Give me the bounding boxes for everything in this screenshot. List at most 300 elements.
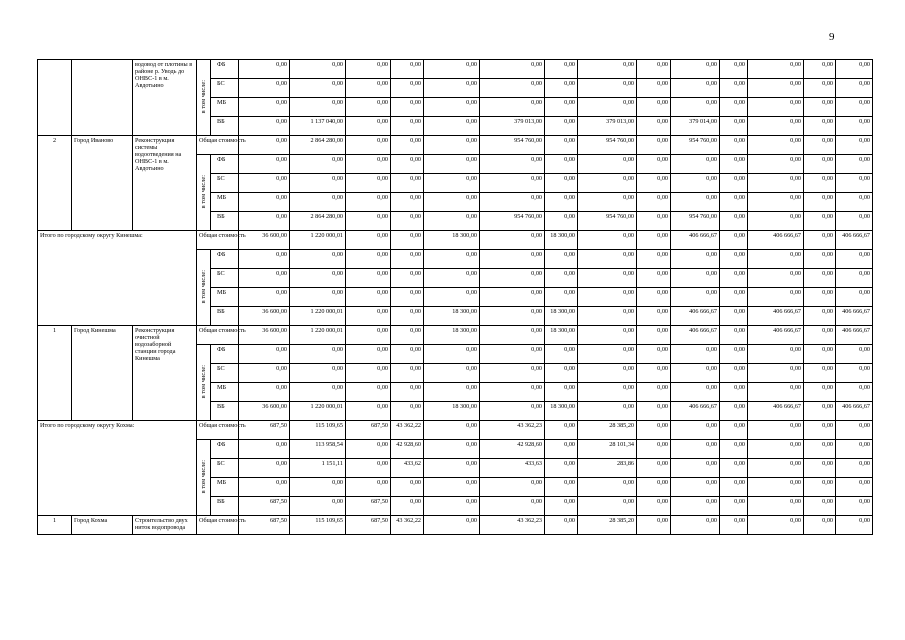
value-cell: 0,00: [578, 402, 637, 421]
value-cell: 0,00: [346, 117, 391, 136]
funding-source: БС: [211, 174, 239, 193]
value-cell: 18 300,00: [424, 231, 480, 250]
funding-source: БС: [211, 79, 239, 98]
value-cell: 0,00: [346, 288, 391, 307]
total-row: [38, 136, 873, 155]
value-cell: 0,00: [578, 155, 637, 174]
value-cell: 1 151,11: [290, 459, 346, 478]
value-cell: 0,00: [578, 250, 637, 269]
value-cell: 0,00: [671, 478, 720, 497]
value-cell: 0,00: [720, 364, 748, 383]
value-cell: 0,00: [424, 364, 480, 383]
value-cell: 0,00: [239, 117, 290, 136]
value-cell: 0,00: [578, 478, 637, 497]
value-cell: 0,00: [545, 497, 578, 516]
value-cell: 0,00: [239, 364, 290, 383]
value-cell: 0,00: [637, 478, 671, 497]
value-cell: 0,00: [748, 497, 804, 516]
value-cell: 18 300,00: [545, 307, 578, 326]
value-cell: 0,00: [836, 440, 873, 459]
value-cell: 0,00: [671, 421, 720, 440]
funding-source: МБ: [211, 383, 239, 402]
value-cell: 0,00: [804, 155, 836, 174]
including-label-cell: [197, 155, 211, 231]
budget-table: [37, 59, 873, 535]
locality-cell: [72, 60, 133, 136]
value-cell: 0,00: [391, 497, 424, 516]
value-cell: 0,00: [346, 402, 391, 421]
including-label: в том числе:: [200, 174, 207, 209]
value-cell: 0,00: [637, 174, 671, 193]
value-cell: 36 600,00: [239, 231, 290, 250]
value-cell: 0,00: [720, 136, 748, 155]
funding-source: ФБ: [211, 60, 239, 79]
value-cell: 0,00: [545, 516, 578, 535]
value-cell: 0,00: [720, 117, 748, 136]
value-cell: 0,00: [578, 98, 637, 117]
funding-source: ВБ: [211, 497, 239, 516]
value-cell: 0,00: [480, 307, 545, 326]
value-cell: 0,00: [836, 60, 873, 79]
value-cell: 0,00: [545, 79, 578, 98]
value-cell: 0,00: [391, 307, 424, 326]
value-cell: 0,00: [424, 288, 480, 307]
value-cell: 28 101,34: [578, 440, 637, 459]
value-cell: 433,62: [391, 459, 424, 478]
value-cell: 0,00: [637, 345, 671, 364]
value-cell: 0,00: [720, 383, 748, 402]
value-cell: 0,00: [720, 478, 748, 497]
value-cell: 0,00: [637, 288, 671, 307]
value-cell: 0,00: [748, 459, 804, 478]
value-cell: 0,00: [424, 193, 480, 212]
value-cell: 0,00: [545, 60, 578, 79]
value-cell: 0,00: [748, 345, 804, 364]
value-cell: 406 666,67: [748, 231, 804, 250]
value-cell: 0,00: [290, 98, 346, 117]
value-cell: 406 666,67: [836, 402, 873, 421]
value-cell: 0,00: [637, 212, 671, 231]
value-cell: 0,00: [391, 60, 424, 79]
value-cell: 687,50: [346, 421, 391, 440]
value-cell: 0,00: [637, 440, 671, 459]
value-cell: 0,00: [239, 345, 290, 364]
value-cell: 115 109,65: [290, 421, 346, 440]
value-cell: 0,00: [545, 193, 578, 212]
value-cell: 0,00: [578, 193, 637, 212]
value-cell: 0,00: [545, 345, 578, 364]
value-cell: 0,00: [391, 174, 424, 193]
value-cell: 0,00: [637, 136, 671, 155]
value-cell: 0,00: [804, 440, 836, 459]
value-cell: 687,50: [346, 497, 391, 516]
value-cell: 113 958,54: [290, 440, 346, 459]
value-cell: 0,00: [748, 98, 804, 117]
value-cell: 0,00: [720, 459, 748, 478]
value-cell: 0,00: [346, 326, 391, 345]
value-cell: 0,00: [290, 383, 346, 402]
source-row: [38, 60, 873, 79]
value-cell: 36 600,00: [239, 326, 290, 345]
value-cell: 115 109,65: [290, 516, 346, 535]
value-cell: 0,00: [671, 60, 720, 79]
value-cell: 0,00: [836, 136, 873, 155]
value-cell: 0,00: [836, 383, 873, 402]
value-cell: 0,00: [290, 250, 346, 269]
funding-source: ФБ: [211, 345, 239, 364]
value-cell: 0,00: [545, 250, 578, 269]
value-cell: 0,00: [748, 79, 804, 98]
funding-source: ВБ: [211, 212, 239, 231]
value-cell: 0,00: [480, 250, 545, 269]
value-cell: 0,00: [720, 269, 748, 288]
value-cell: 406 666,67: [836, 307, 873, 326]
value-cell: 0,00: [637, 364, 671, 383]
value-cell: 0,00: [637, 79, 671, 98]
value-cell: 0,00: [836, 497, 873, 516]
item-number: [38, 60, 72, 136]
value-cell: 0,00: [391, 250, 424, 269]
value-cell: 18 300,00: [424, 307, 480, 326]
value-cell: 0,00: [239, 212, 290, 231]
value-cell: 18 300,00: [424, 326, 480, 345]
value-cell: 0,00: [391, 364, 424, 383]
value-cell: 0,00: [239, 459, 290, 478]
value-cell: 0,00: [836, 212, 873, 231]
including-label-cell: [197, 440, 211, 516]
value-cell: 406 666,67: [748, 326, 804, 345]
value-cell: 687,50: [239, 516, 290, 535]
value-cell: 0,00: [578, 307, 637, 326]
value-cell: 0,00: [804, 288, 836, 307]
value-cell: 0,00: [637, 307, 671, 326]
including-label: в том числе:: [200, 269, 207, 304]
value-cell: 0,00: [424, 136, 480, 155]
total-label: Общая стоимость: [197, 516, 239, 535]
value-cell: 0,00: [720, 79, 748, 98]
value-cell: 0,00: [239, 478, 290, 497]
value-cell: 0,00: [346, 345, 391, 364]
value-cell: 0,00: [748, 516, 804, 535]
value-cell: 0,00: [804, 383, 836, 402]
value-cell: 0,00: [545, 117, 578, 136]
value-cell: 0,00: [391, 383, 424, 402]
value-cell: 0,00: [346, 79, 391, 98]
value-cell: 1 220 000,01: [290, 307, 346, 326]
value-cell: 0,00: [637, 459, 671, 478]
funding-source: МБ: [211, 193, 239, 212]
value-cell: 0,00: [804, 250, 836, 269]
value-cell: 0,00: [346, 231, 391, 250]
value-cell: 0,00: [637, 269, 671, 288]
value-cell: 0,00: [480, 402, 545, 421]
value-cell: 0,00: [748, 364, 804, 383]
value-cell: 0,00: [424, 60, 480, 79]
value-cell: 406 666,67: [671, 326, 720, 345]
value-cell: 0,00: [804, 307, 836, 326]
value-cell: 0,00: [480, 174, 545, 193]
value-cell: 0,00: [424, 383, 480, 402]
value-cell: 0,00: [290, 193, 346, 212]
value-cell: 0,00: [637, 421, 671, 440]
value-cell: 0,00: [836, 193, 873, 212]
value-cell: 0,00: [637, 497, 671, 516]
value-cell: 0,00: [804, 136, 836, 155]
value-cell: 0,00: [545, 136, 578, 155]
value-cell: 0,00: [545, 459, 578, 478]
value-cell: 43 362,22: [391, 421, 424, 440]
value-cell: 0,00: [290, 155, 346, 174]
value-cell: 0,00: [239, 79, 290, 98]
value-cell: 954 760,00: [671, 212, 720, 231]
value-cell: 0,00: [671, 383, 720, 402]
value-cell: 954 760,00: [578, 136, 637, 155]
funding-source: МБ: [211, 478, 239, 497]
value-cell: 0,00: [480, 155, 545, 174]
total-row: [38, 326, 873, 345]
value-cell: 0,00: [545, 364, 578, 383]
value-cell: 0,00: [804, 345, 836, 364]
value-cell: 406 666,67: [671, 307, 720, 326]
value-cell: 0,00: [671, 459, 720, 478]
value-cell: 0,00: [671, 288, 720, 307]
value-cell: 0,00: [290, 79, 346, 98]
value-cell: 0,00: [391, 326, 424, 345]
value-cell: 0,00: [391, 478, 424, 497]
value-cell: 0,00: [804, 79, 836, 98]
value-cell: 0,00: [545, 478, 578, 497]
value-cell: 0,00: [480, 383, 545, 402]
value-cell: 406 666,67: [748, 307, 804, 326]
value-cell: 0,00: [720, 440, 748, 459]
value-cell: 1 220 000,01: [290, 326, 346, 345]
value-cell: 0,00: [578, 288, 637, 307]
value-cell: 0,00: [424, 516, 480, 535]
value-cell: 406 666,67: [748, 402, 804, 421]
value-cell: 0,00: [391, 136, 424, 155]
value-cell: 0,00: [545, 269, 578, 288]
value-cell: 0,00: [424, 98, 480, 117]
value-cell: 0,00: [424, 212, 480, 231]
value-cell: 0,00: [637, 155, 671, 174]
value-cell: 0,00: [720, 402, 748, 421]
value-cell: 0,00: [346, 269, 391, 288]
value-cell: 0,00: [748, 269, 804, 288]
value-cell: 0,00: [804, 212, 836, 231]
value-cell: 0,00: [346, 212, 391, 231]
value-cell: 0,00: [290, 345, 346, 364]
value-cell: 0,00: [239, 383, 290, 402]
value-cell: 0,00: [545, 155, 578, 174]
value-cell: 0,00: [424, 269, 480, 288]
value-cell: 0,00: [480, 193, 545, 212]
value-cell: 0,00: [480, 79, 545, 98]
value-cell: 0,00: [804, 459, 836, 478]
value-cell: 0,00: [480, 478, 545, 497]
value-cell: 0,00: [637, 117, 671, 136]
value-cell: 0,00: [290, 174, 346, 193]
value-cell: 0,00: [239, 269, 290, 288]
value-cell: 0,00: [637, 231, 671, 250]
value-cell: 0,00: [836, 516, 873, 535]
value-cell: 0,00: [578, 345, 637, 364]
funding-source: БС: [211, 364, 239, 383]
value-cell: 0,00: [391, 193, 424, 212]
object-name-cell: водовод от плотины в районе р. Уводь до ОНВС-1 в м. Авдотьино: [133, 60, 197, 136]
value-cell: 0,00: [748, 288, 804, 307]
value-cell: 0,00: [720, 231, 748, 250]
value-cell: 0,00: [671, 79, 720, 98]
value-cell: 0,00: [239, 440, 290, 459]
value-cell: 0,00: [545, 174, 578, 193]
summary-label: Итого по городскому округу Кинешма:: [38, 231, 197, 326]
locality-cell: Город Кохма: [72, 516, 133, 535]
value-cell: 0,00: [480, 288, 545, 307]
value-cell: 0,00: [720, 250, 748, 269]
value-cell: 0,00: [804, 231, 836, 250]
value-cell: 0,00: [836, 345, 873, 364]
value-cell: 0,00: [804, 516, 836, 535]
value-cell: 1 137 040,00: [290, 117, 346, 136]
value-cell: 0,00: [748, 440, 804, 459]
value-cell: 0,00: [720, 421, 748, 440]
value-cell: 0,00: [578, 79, 637, 98]
value-cell: 43 362,23: [480, 516, 545, 535]
value-cell: 0,00: [424, 79, 480, 98]
value-cell: 18 300,00: [545, 326, 578, 345]
including-label-cell: [197, 60, 211, 136]
value-cell: 954 760,00: [578, 212, 637, 231]
value-cell: 687,50: [239, 421, 290, 440]
total-row: [38, 231, 873, 250]
value-cell: 0,00: [804, 402, 836, 421]
value-cell: 0,00: [804, 117, 836, 136]
value-cell: 0,00: [671, 497, 720, 516]
value-cell: 0,00: [424, 497, 480, 516]
value-cell: 0,00: [836, 459, 873, 478]
value-cell: 954 760,00: [671, 136, 720, 155]
value-cell: 0,00: [424, 421, 480, 440]
value-cell: 0,00: [346, 174, 391, 193]
value-cell: 0,00: [290, 269, 346, 288]
funding-source: БС: [211, 269, 239, 288]
value-cell: 0,00: [720, 307, 748, 326]
value-cell: 0,00: [346, 155, 391, 174]
value-cell: 0,00: [424, 250, 480, 269]
value-cell: 0,00: [836, 79, 873, 98]
including-label-cell: [197, 250, 211, 326]
value-cell: 0,00: [578, 269, 637, 288]
value-cell: 0,00: [391, 269, 424, 288]
funding-source: ВБ: [211, 117, 239, 136]
locality-cell: Город Кинешма: [72, 326, 133, 421]
value-cell: 0,00: [804, 364, 836, 383]
funding-source: ВБ: [211, 307, 239, 326]
page-number: 9: [829, 31, 835, 43]
value-cell: 18 300,00: [545, 231, 578, 250]
value-cell: 0,00: [671, 155, 720, 174]
value-cell: 0,00: [671, 98, 720, 117]
value-cell: 954 760,00: [480, 212, 545, 231]
value-cell: 43 362,22: [391, 516, 424, 535]
value-cell: 0,00: [545, 288, 578, 307]
value-cell: 0,00: [346, 60, 391, 79]
value-cell: 0,00: [804, 60, 836, 79]
value-cell: 0,00: [578, 364, 637, 383]
value-cell: 0,00: [545, 98, 578, 117]
value-cell: 0,00: [748, 136, 804, 155]
value-cell: 43 362,23: [480, 421, 545, 440]
value-cell: 0,00: [346, 440, 391, 459]
value-cell: 0,00: [391, 212, 424, 231]
value-cell: 0,00: [480, 269, 545, 288]
value-cell: 0,00: [720, 98, 748, 117]
value-cell: 0,00: [720, 60, 748, 79]
value-cell: 0,00: [671, 364, 720, 383]
value-cell: 687,50: [346, 516, 391, 535]
value-cell: 0,00: [748, 174, 804, 193]
value-cell: 0,00: [671, 440, 720, 459]
value-cell: 0,00: [804, 193, 836, 212]
including-label: в том числе:: [200, 79, 207, 114]
value-cell: 0,00: [391, 288, 424, 307]
value-cell: 0,00: [424, 478, 480, 497]
funding-source: МБ: [211, 98, 239, 117]
value-cell: 0,00: [239, 193, 290, 212]
total-row: [38, 516, 873, 535]
value-cell: 0,00: [804, 269, 836, 288]
value-cell: 0,00: [836, 288, 873, 307]
value-cell: 0,00: [720, 497, 748, 516]
value-cell: 0,00: [480, 364, 545, 383]
value-cell: 28 385,20: [578, 516, 637, 535]
value-cell: 0,00: [239, 155, 290, 174]
value-cell: 0,00: [836, 250, 873, 269]
value-cell: 0,00: [480, 98, 545, 117]
value-cell: 0,00: [578, 383, 637, 402]
value-cell: 0,00: [720, 345, 748, 364]
value-cell: 0,00: [545, 383, 578, 402]
value-cell: 0,00: [391, 155, 424, 174]
value-cell: 0,00: [391, 98, 424, 117]
object-name-cell: Реконструкция системы водоотведения на ОНВС-1 в м. Авдотьино: [133, 136, 197, 231]
value-cell: 0,00: [290, 60, 346, 79]
value-cell: 0,00: [748, 421, 804, 440]
value-cell: 0,00: [671, 269, 720, 288]
value-cell: 42 928,60: [480, 440, 545, 459]
funding-source: БС: [211, 459, 239, 478]
value-cell: 0,00: [290, 478, 346, 497]
value-cell: 0,00: [290, 497, 346, 516]
value-cell: 0,00: [391, 345, 424, 364]
value-cell: 0,00: [578, 231, 637, 250]
value-cell: 379 013,00: [480, 117, 545, 136]
value-cell: 0,00: [804, 497, 836, 516]
value-cell: 0,00: [424, 459, 480, 478]
item-number: 1: [38, 326, 72, 421]
value-cell: 0,00: [346, 307, 391, 326]
value-cell: 1 220 000,01: [290, 402, 346, 421]
value-cell: 0,00: [671, 345, 720, 364]
value-cell: 0,00: [239, 174, 290, 193]
value-cell: 0,00: [545, 440, 578, 459]
value-cell: 0,00: [391, 117, 424, 136]
value-cell: 0,00: [836, 421, 873, 440]
total-label: Общая стоимость: [197, 421, 239, 440]
object-name-cell: Реконструкция очистной водозаборной станции города Кинешма: [133, 326, 197, 421]
value-cell: 0,00: [748, 117, 804, 136]
funding-source: ВБ: [211, 402, 239, 421]
